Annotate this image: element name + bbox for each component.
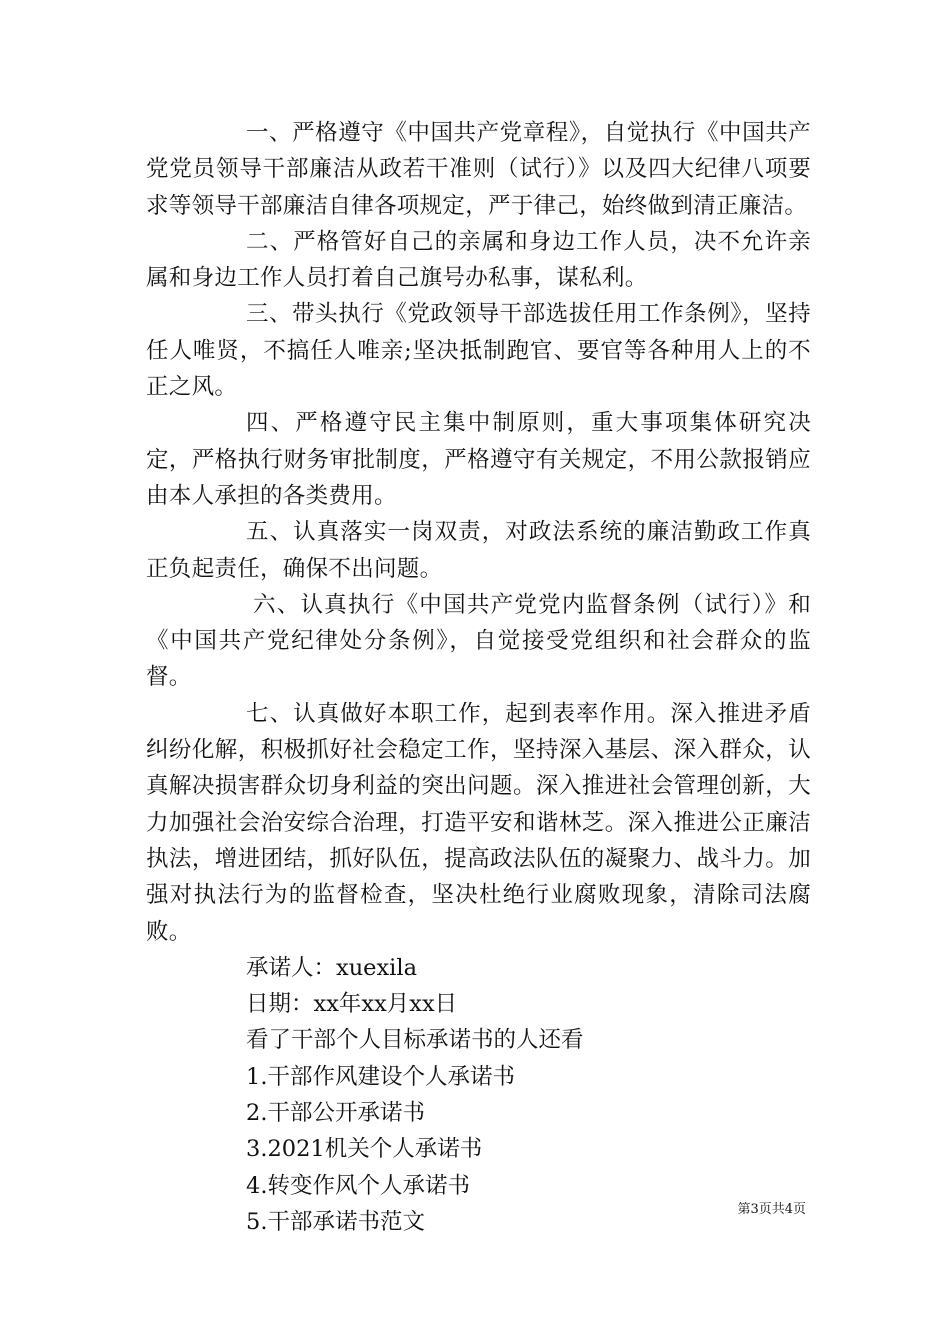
related-item-5[interactable]: 5.干部承诺书范文 bbox=[246, 1208, 425, 1235]
related-item-1[interactable]: 1.干部作风建设个人承诺书 bbox=[246, 1063, 515, 1090]
related-item-3[interactable]: 3.2021机关个人承诺书 bbox=[246, 1136, 483, 1163]
paragraph-7: 七、认真做好本职工作，起到表率作用。深入推进矛盾纠纷化解，积极抓好社会稳定工作，坚持深入基层、深入群众，认真解决损害群众切身利益的突出问题。深入推进社会管理创新，大力加强社会治安综合治理，打造平安和谐林芝。深入推进公正廉洁执法，增进团结，抓好队伍，提高政法队伍的凝聚力、战斗力。加强对执法行为的监督检查，坚决杜绝行业腐败现象，清除司法腐败。 bbox=[146, 700, 811, 945]
document-body bbox=[146, 115, 811, 1240]
date-line: 日期：xx年xx月xx日 bbox=[246, 991, 458, 1018]
page-number: 第3页共4页 bbox=[737, 1202, 806, 1217]
paragraph-4: 四、严格遵守民主集中制原则，重大事项集体研究决定，严格执行财务审批制度，严格遵守有关规定，不用公款报销应由本人承担的各类费用。 bbox=[146, 410, 811, 509]
related-item-4[interactable]: 4.转变作风个人承诺书 bbox=[246, 1172, 470, 1199]
related-heading: 看了干部个人目标承诺书的人还看 bbox=[246, 1027, 584, 1054]
paragraph-5: 五、认真落实一岗双责，对政法系统的廉洁勤政工作真正负起责任，确保不出问题。 bbox=[146, 519, 811, 582]
paragraph-2: 二、严格管好自己的亲属和身边工作人员，决不允许亲属和身边工作人员打着自己旗号办私事，谋私利。 bbox=[146, 228, 811, 292]
related-item-2[interactable]: 2.干部公开承诺书 bbox=[246, 1100, 425, 1127]
promiser-line: 承诺人：xuexila bbox=[246, 954, 417, 981]
paragraph-6: 六、认真执行《中国共产党党内监督条例（试行）》和《中国共产党纪律处分条例》，自觉接受党组织和社会群众的监督。 bbox=[146, 591, 811, 691]
paragraph-3: 三、带头执行《党政领导干部选拔任用工作条例》，坚持任人唯贤，不搞任人唯亲;坚决抵制跑官、要官等各种用人上的不正之风。 bbox=[146, 301, 811, 401]
paragraph-1: 一、严格遵守《中国共产党章程》，自觉执行《中国共产党党员领导干部廉洁从政若干准则（试行）》以及四大纪律八项要求等领导干部廉洁自律各项规定，严于律己，始终做到清正廉洁。 bbox=[146, 120, 811, 219]
